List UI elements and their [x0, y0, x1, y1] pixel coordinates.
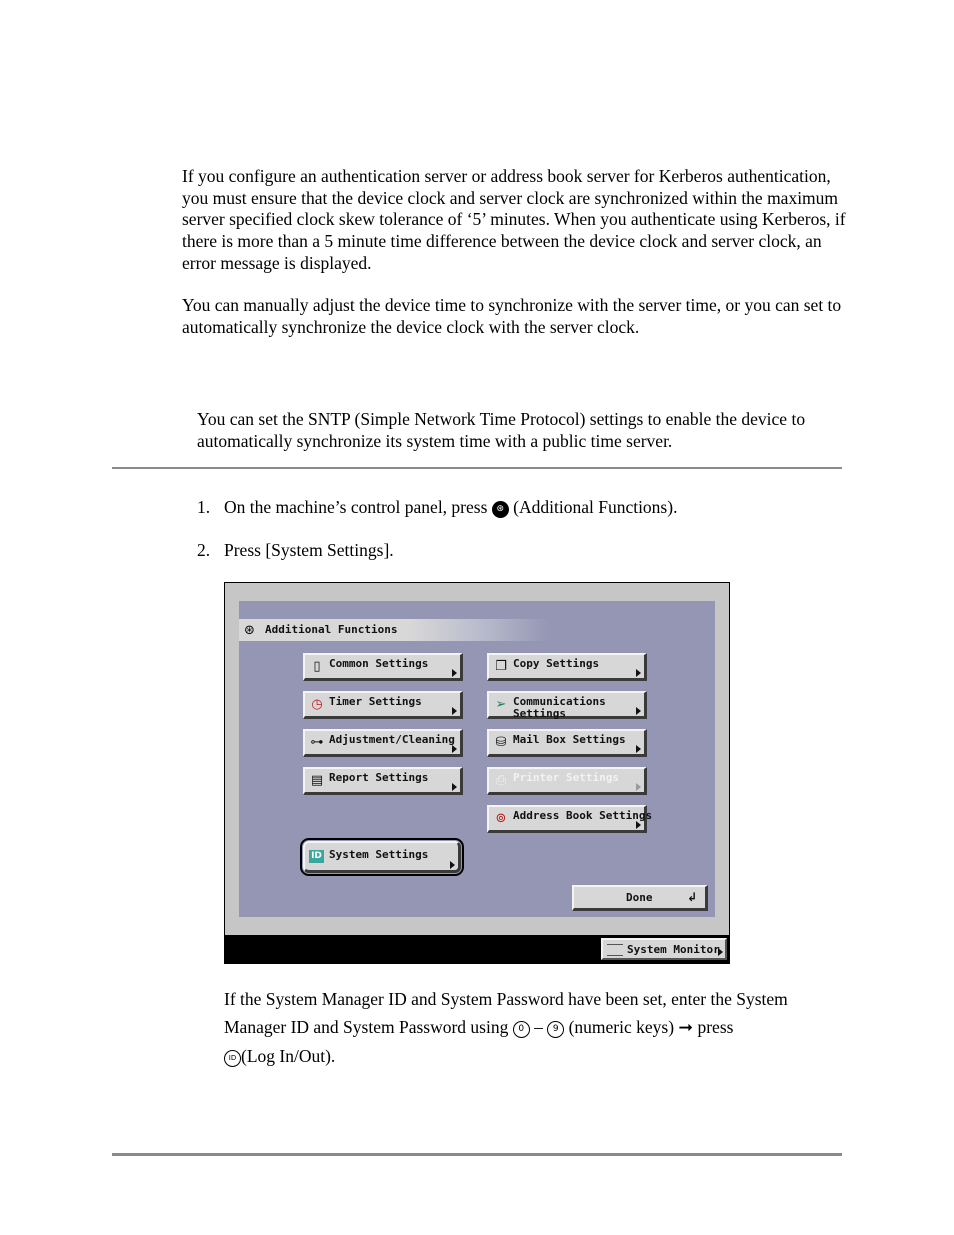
button-label: Copy Settings	[513, 657, 600, 670]
note-text: (numeric keys)	[568, 1017, 675, 1037]
done-label: Done	[626, 891, 653, 904]
numeric-key-9-icon: 9	[547, 1021, 564, 1038]
id-icon: ID	[309, 850, 324, 863]
screen-title: Additional Functions	[265, 623, 398, 636]
kerberos-clock-paragraph: If you configure an authentication server or address book server for Kerberos authentication, you must ensure that the device clock and server clock are synchronized within the maximum server specified clock skew tolerance of ‘5’ minutes. When you authenticate using Kerberos, if there is more than a 5 minute time difference between the device clock and server clock, an error message is displayed.	[182, 166, 846, 273]
printer-settings-button	[487, 767, 647, 795]
arrow-icon	[452, 669, 457, 677]
timer-settings-button[interactable]	[303, 691, 463, 719]
arrow-icon	[452, 707, 457, 715]
note-text: press	[697, 1017, 734, 1037]
button-label: Communications Settings	[513, 695, 606, 720]
note-text: (Log In/Out).	[241, 1046, 336, 1066]
communications-settings-button[interactable]	[487, 691, 647, 719]
document-icon: ▯	[313, 659, 321, 674]
arrow-icon	[452, 783, 457, 791]
button-label: System Settings	[329, 848, 429, 861]
button-label: Printer Settings	[513, 771, 619, 784]
note-text: Manager ID and System Password using	[224, 1017, 509, 1037]
dash: –	[534, 1017, 543, 1037]
copy-settings-button[interactable]	[487, 653, 647, 681]
step-text: Press [System Settings].	[224, 540, 394, 560]
arrow-icon	[636, 745, 641, 753]
step-number: 1.	[197, 497, 211, 517]
report-icon: ▤	[310, 773, 324, 788]
note-line-1: If the System Manager ID and System Password have been set, enter the System	[224, 989, 788, 1009]
section-divider	[112, 467, 842, 469]
note-line-2	[224, 1013, 844, 1042]
manual-adjust-paragraph: You can manually adjust the device time to synchronize with the server time, or you can set to automatically synchronize the device clock with the server clock.	[182, 295, 842, 337]
footer-divider	[112, 1153, 842, 1156]
done-button[interactable]	[572, 885, 708, 911]
step-1	[197, 496, 677, 518]
arrow-icon	[452, 745, 457, 753]
sntp-paragraph: You can set the SNTP (Simple Network Time Protocol) settings to enable the device to automatically synchronize its system time with a public time server.	[197, 409, 806, 451]
button-label: Timer Settings	[329, 695, 422, 708]
arrow-icon	[450, 861, 455, 869]
step-number: 2.	[197, 540, 211, 560]
paper-plane-icon: ➢	[495, 697, 507, 712]
return-icon: ↲	[686, 890, 697, 904]
address-book-icon: ⊚	[495, 811, 507, 826]
additional-functions-icon: ⊛	[244, 623, 255, 638]
step-text: On the machine’s control panel, press	[224, 497, 488, 517]
note-line-3	[224, 1042, 844, 1070]
arrow-icon	[636, 783, 641, 791]
arrow-icon	[636, 707, 641, 715]
control-panel-screenshot	[224, 582, 730, 964]
button-label: Common Settings	[329, 657, 429, 670]
arrow-icon	[718, 948, 723, 956]
address-book-settings-button[interactable]	[487, 805, 653, 833]
common-settings-button[interactable]	[303, 653, 463, 681]
step-2	[197, 539, 394, 561]
system-monitor-button[interactable]	[601, 938, 727, 960]
button-label: Address Book Settings	[513, 809, 653, 822]
monitor-icon	[607, 944, 623, 956]
log-in-out-key-icon: ID	[224, 1050, 241, 1067]
report-settings-button[interactable]	[303, 767, 463, 795]
printer-icon: ⎙	[495, 773, 507, 788]
system-settings-button[interactable]	[303, 841, 461, 873]
adjustment-icon: ⊶	[310, 735, 324, 750]
button-label: Report Settings	[329, 771, 429, 784]
copy-icon: ❐	[495, 659, 507, 674]
numeric-key-0-icon: 0	[513, 1021, 530, 1038]
additional-functions-key-icon: ⊛	[492, 501, 509, 518]
step-text-end: (Additional Functions).	[513, 497, 678, 517]
adjustment-cleaning-button[interactable]	[303, 729, 463, 757]
system-monitor-label: System Monitor	[627, 943, 720, 956]
arrow-icon	[636, 821, 641, 829]
mail-box-settings-button[interactable]	[487, 729, 647, 757]
arrow-icon: ➞	[678, 1018, 694, 1038]
button-label: Mail Box Settings	[513, 733, 626, 746]
arrow-icon	[636, 669, 641, 677]
mailbox-icon: ⛁	[495, 735, 507, 750]
button-label: Adjustment/Cleaning	[329, 733, 455, 746]
clock-icon: ◷	[311, 697, 323, 712]
login-note	[224, 985, 844, 1070]
